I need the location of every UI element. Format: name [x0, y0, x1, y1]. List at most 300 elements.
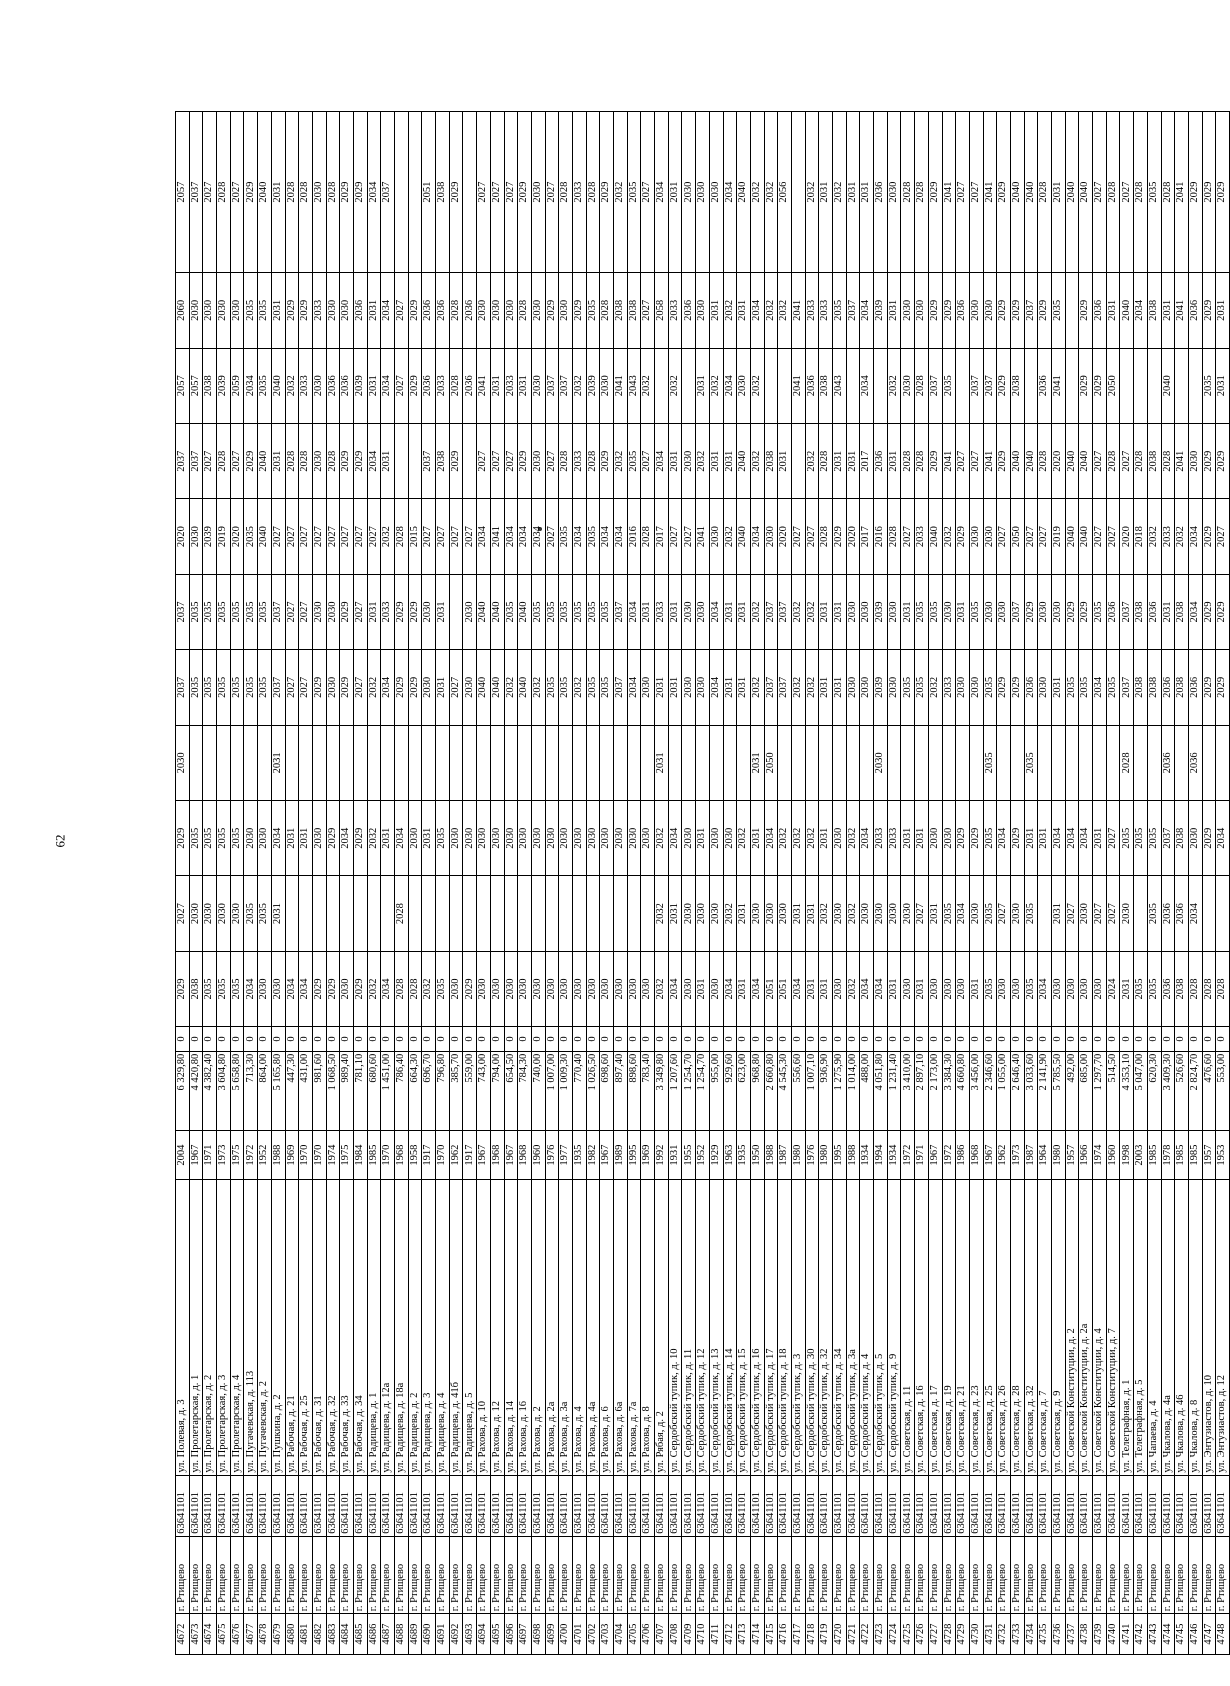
- year-col-10-cell: 2029: [997, 273, 1011, 348]
- city-cell: г. Ртищево: [969, 1536, 983, 1613]
- year-col-1-cell: 2031: [696, 951, 710, 1026]
- year-col-5-cell: 2037: [614, 650, 628, 725]
- year-col-6-cell: 2030: [696, 574, 710, 649]
- oktmo-code-cell: 63641101: [367, 1475, 381, 1536]
- year-col-8-cell: 2037: [189, 424, 203, 499]
- year-col-9-cell: 2037: [928, 348, 942, 423]
- year-col-1-cell: 2031: [1120, 951, 1134, 1026]
- year-col-10-cell: 2030: [189, 273, 203, 348]
- year-col-8-cell: 2029: [928, 424, 942, 499]
- row-number-cell: 4699: [545, 1614, 559, 1655]
- address-cell: ул. Сердобский тупик, д. 30: [805, 1180, 819, 1476]
- row-number-cell: 4743: [1147, 1614, 1161, 1655]
- year-col-3-cell: 2030: [614, 801, 628, 876]
- year-col-5-cell: 2029: [1216, 650, 1230, 725]
- year-col-11-cell: 2029: [1202, 112, 1216, 273]
- zero-flag-cell: 0: [1065, 1027, 1079, 1051]
- year-col-6-cell: 2030: [846, 574, 860, 649]
- oktmo-code-cell: 63641101: [969, 1475, 983, 1536]
- oktmo-code-cell: 63641101: [1216, 1475, 1230, 1536]
- city-cell: г. Ртищево: [449, 1536, 463, 1613]
- year-col-6-cell: 2029: [1216, 574, 1230, 649]
- year-col-7-cell: 2027: [312, 499, 326, 574]
- area-cell: 492,00: [1065, 1051, 1079, 1130]
- year-col-7-cell: 2032: [1175, 499, 1189, 574]
- year-col-11-cell: 2028: [915, 112, 929, 273]
- year-col-1-cell: 2030: [518, 951, 532, 1026]
- year-col-1-cell: 2030: [1010, 951, 1024, 1026]
- year-col-1-cell: 2031: [969, 951, 983, 1026]
- year-col-4-cell: [477, 725, 491, 800]
- year-col-10-cell: 2036: [436, 273, 450, 348]
- year-built-cell: 1968: [490, 1131, 504, 1180]
- zero-flag-cell: 0: [1175, 1027, 1189, 1051]
- row-number-cell: 4727: [928, 1614, 942, 1655]
- table-row: [531, 112, 545, 1655]
- year-col-8-cell: 2031: [723, 424, 737, 499]
- year-col-11-cell: 2030: [709, 112, 723, 273]
- year-col-5-cell: 2032: [572, 650, 586, 725]
- year-col-3-cell: 2030: [518, 801, 532, 876]
- year-col-1-cell: 2028: [1202, 951, 1216, 1026]
- oktmo-code-cell: 63641101: [887, 1475, 901, 1536]
- year-col-4-cell: [367, 725, 381, 800]
- city-cell: г. Ртищево: [983, 1536, 997, 1613]
- year-col-4-cell: 2050: [764, 725, 778, 800]
- table-row: [1216, 112, 1230, 1655]
- table-row: [778, 112, 792, 1655]
- year-col-2-cell: [614, 876, 628, 951]
- year-col-10-cell: 2036: [353, 273, 367, 348]
- year-col-5-cell: 2039: [874, 650, 888, 725]
- year-col-4-cell: [395, 725, 409, 800]
- year-col-7-cell: 2030: [983, 499, 997, 574]
- zero-flag-cell: 0: [381, 1027, 395, 1051]
- city-cell: г. Ртищево: [668, 1536, 682, 1613]
- year-col-9-cell: 2057: [189, 348, 203, 423]
- year-col-5-cell: 2030: [1038, 650, 1052, 725]
- year-col-9-cell: 2038: [1010, 348, 1024, 423]
- year-col-7-cell: 2027: [340, 499, 354, 574]
- year-built-cell: 1985: [1188, 1131, 1202, 1180]
- year-col-8-cell: 2040: [1010, 424, 1024, 499]
- year-col-3-cell: 2035: [203, 801, 217, 876]
- table-row: [1106, 112, 1120, 1655]
- year-col-8-cell: 2027: [956, 424, 970, 499]
- year-col-9-cell: 2050: [1106, 348, 1120, 423]
- row-number-cell: 4707: [655, 1614, 669, 1655]
- year-col-1-cell: 2030: [1065, 951, 1079, 1026]
- city-cell: г. Ртищево: [723, 1536, 737, 1613]
- year-col-2-cell: 2030: [189, 876, 203, 951]
- year-col-2-cell: [408, 876, 422, 951]
- year-col-11-cell: 2038: [436, 112, 450, 273]
- year-col-9-cell: 2028: [449, 348, 463, 423]
- row-number-cell: 4705: [627, 1614, 641, 1655]
- year-col-9-cell: 2036: [340, 348, 354, 423]
- year-col-6-cell: 2029: [395, 574, 409, 649]
- city-cell: г. Ртищево: [271, 1536, 285, 1613]
- table-row: [518, 112, 532, 1655]
- table-row: [1188, 112, 1202, 1655]
- year-col-2-cell: 2031: [737, 876, 751, 951]
- year-col-1-cell: 2030: [1052, 951, 1066, 1026]
- zero-flag-cell: 0: [778, 1027, 792, 1051]
- row-number-cell: 4679: [271, 1614, 285, 1655]
- zero-flag-cell: 0: [271, 1027, 285, 1051]
- year-col-4-cell: [340, 725, 354, 800]
- address-cell: ул. Рахова, д. 2: [531, 1180, 545, 1476]
- year-col-3-cell: 2031: [1024, 801, 1038, 876]
- year-col-8-cell: 2028: [586, 424, 600, 499]
- year-col-1-cell: 2030: [531, 951, 545, 1026]
- year-col-2-cell: [1038, 876, 1052, 951]
- year-col-10-cell: 2031: [1106, 273, 1120, 348]
- year-col-8-cell: 2037: [422, 424, 436, 499]
- year-col-11-cell: [395, 112, 409, 273]
- year-col-5-cell: 2027: [449, 650, 463, 725]
- row-number-cell: 4688: [395, 1614, 409, 1655]
- area-cell: 796,80: [436, 1051, 450, 1130]
- table-row: [299, 112, 313, 1655]
- row-number-cell: 4717: [791, 1614, 805, 1655]
- year-col-8-cell: 2036: [874, 424, 888, 499]
- oktmo-code-cell: 63641101: [655, 1475, 669, 1536]
- address-cell: ул. Пушкина, д. 2: [271, 1180, 285, 1476]
- year-col-10-cell: 2029: [299, 273, 313, 348]
- table-row: [559, 112, 573, 1655]
- year-built-cell: 1935: [572, 1131, 586, 1180]
- year-col-2-cell: 2032: [723, 876, 737, 951]
- area-cell: 4 051,80: [874, 1051, 888, 1130]
- year-col-4-cell: [846, 725, 860, 800]
- year-col-1-cell: 2029: [176, 951, 190, 1026]
- row-number-cell: 4737: [1065, 1614, 1079, 1655]
- year-col-8-cell: [395, 424, 409, 499]
- row-number-cell: 4704: [614, 1614, 628, 1655]
- year-col-5-cell: 2037: [778, 650, 792, 725]
- city-cell: г. Ртищево: [559, 1536, 573, 1613]
- year-col-8-cell: 2031: [709, 424, 723, 499]
- table-row: [1120, 112, 1134, 1655]
- zero-flag-cell: 0: [1106, 1027, 1120, 1051]
- year-col-7-cell: 2027: [668, 499, 682, 574]
- year-col-7-cell: 2027: [436, 499, 450, 574]
- year-col-6-cell: 2035: [1093, 574, 1107, 649]
- year-col-8-cell: 2041: [942, 424, 956, 499]
- year-built-cell: 1970: [299, 1131, 313, 1180]
- oktmo-code-cell: 63641101: [627, 1475, 641, 1536]
- area-cell: 743,00: [477, 1051, 491, 1130]
- year-built-cell: 1988: [846, 1131, 860, 1180]
- zero-flag-cell: 0: [586, 1027, 600, 1051]
- zero-flag-cell: 0: [463, 1027, 477, 1051]
- year-col-2-cell: [312, 876, 326, 951]
- year-col-3-cell: 2029: [1202, 801, 1216, 876]
- year-col-6-cell: 2029: [340, 574, 354, 649]
- year-col-4-cell: [1134, 725, 1148, 800]
- address-cell: ул. Радищева, д. 18а: [395, 1180, 409, 1476]
- year-col-9-cell: 2036: [463, 348, 477, 423]
- year-col-4-cell: [490, 725, 504, 800]
- area-cell: 936,90: [819, 1051, 833, 1130]
- year-col-8-cell: 2033: [572, 424, 586, 499]
- year-col-10-cell: 2036: [1093, 273, 1107, 348]
- oktmo-code-cell: 63641101: [1038, 1475, 1052, 1536]
- year-col-10-cell: 2029: [572, 273, 586, 348]
- year-col-8-cell: 2031: [381, 424, 395, 499]
- year-col-5-cell: 2037: [764, 650, 778, 725]
- address-cell: ул. Пролетарская, д. 3: [217, 1180, 231, 1476]
- zero-flag-cell: 0: [915, 1027, 929, 1051]
- year-col-10-cell: 2033: [668, 273, 682, 348]
- year-col-10-cell: 2030: [696, 273, 710, 348]
- year-col-5-cell: 2029: [395, 650, 409, 725]
- address-cell: ул. Сердобский тупик, д. 16: [750, 1180, 764, 1476]
- year-col-3-cell: 2030: [641, 801, 655, 876]
- year-col-3-cell: 2032: [778, 801, 792, 876]
- oktmo-code-cell: 63641101: [1010, 1475, 1024, 1536]
- year-built-cell: 1978: [1161, 1131, 1175, 1180]
- table-row: [408, 112, 422, 1655]
- oktmo-code-cell: 63641101: [709, 1475, 723, 1536]
- year-col-6-cell: 2037: [764, 574, 778, 649]
- year-col-7-cell: 2027: [285, 499, 299, 574]
- oktmo-code-cell: 63641101: [381, 1475, 395, 1536]
- year-col-9-cell: 2031: [518, 348, 532, 423]
- row-number-cell: 4735: [1038, 1614, 1052, 1655]
- year-col-3-cell: 2031: [422, 801, 436, 876]
- year-col-3-cell: 2029: [1010, 801, 1024, 876]
- zero-flag-cell: 0: [326, 1027, 340, 1051]
- row-number-cell: 4677: [244, 1614, 258, 1655]
- year-col-7-cell: 2027: [1216, 499, 1230, 574]
- address-cell: ул. Сердобский тупик, д. 5: [874, 1180, 888, 1476]
- year-col-1-cell: 2034: [874, 951, 888, 1026]
- year-col-1-cell: 2030: [600, 951, 614, 1026]
- year-col-9-cell: 2030: [737, 348, 751, 423]
- table-row: [203, 112, 217, 1655]
- year-col-7-cell: 2027: [326, 499, 340, 574]
- oktmo-code-cell: 63641101: [641, 1475, 655, 1536]
- zero-flag-cell: 0: [1161, 1027, 1175, 1051]
- year-col-5-cell: 2029: [997, 650, 1011, 725]
- year-col-11-cell: 2035: [1147, 112, 1161, 273]
- area-cell: 556,60: [791, 1051, 805, 1130]
- table-row: [600, 112, 614, 1655]
- city-cell: г. Ртищево: [696, 1536, 710, 1613]
- year-col-8-cell: 2032: [750, 424, 764, 499]
- row-number-cell: 4726: [915, 1614, 929, 1655]
- area-cell: 783,40: [641, 1051, 655, 1130]
- year-col-7-cell: 2034: [531, 499, 545, 574]
- year-col-11-cell: 2028: [901, 112, 915, 273]
- year-col-1-cell: 2030: [682, 951, 696, 1026]
- zero-flag-cell: 0: [614, 1027, 628, 1051]
- address-cell: ул. Советская, д. 16: [915, 1180, 929, 1476]
- year-col-2-cell: [326, 876, 340, 951]
- year-col-6-cell: 2035: [244, 574, 258, 649]
- year-col-5-cell: 2030: [641, 650, 655, 725]
- oktmo-code-cell: 63641101: [860, 1475, 874, 1536]
- year-col-1-cell: 2035: [1024, 951, 1038, 1026]
- year-col-1-cell: 2051: [778, 951, 792, 1026]
- year-col-7-cell: 2035: [244, 499, 258, 574]
- year-col-11-cell: 2027: [956, 112, 970, 273]
- city-cell: г. Ртищево: [600, 1536, 614, 1613]
- year-built-cell: 1934: [860, 1131, 874, 1180]
- year-col-1-cell: 2030: [271, 951, 285, 1026]
- year-col-11-cell: 2032: [833, 112, 847, 273]
- year-col-2-cell: [559, 876, 573, 951]
- year-col-5-cell: 2035: [217, 650, 231, 725]
- year-col-9-cell: 2033: [299, 348, 313, 423]
- year-col-9-cell: 2036: [326, 348, 340, 423]
- row-number-cell: 4715: [764, 1614, 778, 1655]
- area-cell: 5 658,80: [230, 1051, 244, 1130]
- year-col-10-cell: 2028: [449, 273, 463, 348]
- year-col-9-cell: 2032: [887, 348, 901, 423]
- year-col-11-cell: 2028: [586, 112, 600, 273]
- year-col-6-cell: 2030: [326, 574, 340, 649]
- table-row: [244, 112, 258, 1655]
- year-col-11-cell: 2031: [846, 112, 860, 273]
- year-col-3-cell: 2030: [682, 801, 696, 876]
- year-col-5-cell: 2030: [696, 650, 710, 725]
- address-cell: ул. Советская, д. 9: [1052, 1180, 1066, 1476]
- year-col-7-cell: 2041: [696, 499, 710, 574]
- year-col-4-cell: [381, 725, 395, 800]
- year-col-4-cell: [230, 725, 244, 800]
- year-col-9-cell: [682, 348, 696, 423]
- year-col-3-cell: 2029: [353, 801, 367, 876]
- year-built-cell: 1972: [244, 1131, 258, 1180]
- city-cell: г. Ртищево: [682, 1536, 696, 1613]
- address-cell: ул. Сердобский тупик, д. 3: [791, 1180, 805, 1476]
- year-col-4-cell: [1147, 725, 1161, 800]
- year-built-cell: 1972: [942, 1131, 956, 1180]
- year-col-8-cell: 2031: [778, 424, 792, 499]
- year-col-9-cell: 2034: [723, 348, 737, 423]
- year-col-3-cell: 2034: [997, 801, 1011, 876]
- oktmo-code-cell: 63641101: [764, 1475, 778, 1536]
- table-row: [367, 112, 381, 1655]
- zero-flag-cell: 0: [997, 1027, 1011, 1051]
- year-col-6-cell: 2030: [860, 574, 874, 649]
- year-col-8-cell: 2028: [559, 424, 573, 499]
- year-col-2-cell: [1216, 876, 1230, 951]
- year-col-11-cell: 2027: [203, 112, 217, 273]
- zero-flag-cell: 0: [1188, 1027, 1202, 1051]
- year-col-7-cell: 2027: [791, 499, 805, 574]
- year-col-7-cell: 2027: [353, 499, 367, 574]
- year-col-6-cell: 2027: [353, 574, 367, 649]
- year-col-4-cell: [1216, 725, 1230, 800]
- table-row: [217, 112, 231, 1655]
- year-col-11-cell: 2034: [723, 112, 737, 273]
- year-col-2-cell: 2030: [860, 876, 874, 951]
- year-col-5-cell: 2038: [1147, 650, 1161, 725]
- zero-flag-cell: 0: [696, 1027, 710, 1051]
- year-col-4-cell: [299, 725, 313, 800]
- table-body: [176, 112, 1230, 1655]
- year-col-6-cell: 2038: [1134, 574, 1148, 649]
- year-col-6-cell: 2035: [600, 574, 614, 649]
- row-number-cell: 4689: [408, 1614, 422, 1655]
- year-col-5-cell: 2027: [299, 650, 313, 725]
- row-number-cell: 4711: [709, 1614, 723, 1655]
- year-col-6-cell: 2035: [230, 574, 244, 649]
- address-cell: ул. Телеграфная, д. 1: [1120, 1180, 1134, 1476]
- row-number-cell: 4719: [819, 1614, 833, 1655]
- zero-flag-cell: 0: [353, 1027, 367, 1051]
- address-cell: ул. Сердобский тупик, д. 9: [887, 1180, 901, 1476]
- zero-flag-cell: 0: [436, 1027, 450, 1051]
- year-col-11-cell: 2029: [600, 112, 614, 273]
- year-col-3-cell: 2030: [928, 801, 942, 876]
- area-cell: 2 897,10: [915, 1051, 929, 1130]
- year-col-1-cell: 2036: [1161, 951, 1175, 1026]
- year-col-8-cell: 2028: [285, 424, 299, 499]
- zero-flag-cell: 0: [217, 1027, 231, 1051]
- year-col-11-cell: 2027: [490, 112, 504, 273]
- zero-flag-cell: 0: [545, 1027, 559, 1051]
- year-col-10-cell: 2033: [805, 273, 819, 348]
- address-cell: ул. Энтузиастов, д. 10: [1202, 1180, 1216, 1476]
- year-built-cell: 1953: [1216, 1131, 1230, 1180]
- year-col-4-cell: [614, 725, 628, 800]
- year-col-2-cell: [367, 876, 381, 951]
- year-col-7-cell: 2016: [874, 499, 888, 574]
- year-col-4-cell: [559, 725, 573, 800]
- oktmo-code-cell: 63641101: [531, 1475, 545, 1536]
- city-cell: г. Ртищево: [1216, 1536, 1230, 1613]
- year-col-8-cell: 2030: [1188, 424, 1202, 499]
- city-cell: г. Ртищево: [326, 1536, 340, 1613]
- year-col-5-cell: 2031: [723, 650, 737, 725]
- zero-flag-cell: 0: [1010, 1027, 1024, 1051]
- oktmo-code-cell: 63641101: [668, 1475, 682, 1536]
- year-col-4-cell: [928, 725, 942, 800]
- year-col-3-cell: 2033: [874, 801, 888, 876]
- address-cell: ул. Советской Конституции, д. 7: [1106, 1180, 1120, 1476]
- year-col-5-cell: 2029: [408, 650, 422, 725]
- year-built-cell: 1988: [764, 1131, 778, 1180]
- year-col-10-cell: 2031: [887, 273, 901, 348]
- year-col-3-cell: 2038: [1175, 801, 1189, 876]
- year-col-3-cell: 2029: [956, 801, 970, 876]
- oktmo-code-cell: 63641101: [723, 1475, 737, 1536]
- year-col-11-cell: 2028: [217, 112, 231, 273]
- zero-flag-cell: 0: [627, 1027, 641, 1051]
- table-row: [1010, 112, 1024, 1655]
- year-col-9-cell: 2029: [997, 348, 1011, 423]
- year-col-2-cell: [600, 876, 614, 951]
- area-cell: 696,70: [422, 1051, 436, 1130]
- year-col-8-cell: 2029: [997, 424, 1011, 499]
- year-col-8-cell: 2028: [1161, 424, 1175, 499]
- year-col-8-cell: 2032: [614, 424, 628, 499]
- table-row: [614, 112, 628, 1655]
- table-row: [997, 112, 1011, 1655]
- oktmo-code-cell: 63641101: [572, 1475, 586, 1536]
- year-col-1-cell: 2030: [709, 951, 723, 1026]
- year-built-cell: 1967: [600, 1131, 614, 1180]
- year-col-7-cell: 2027: [682, 499, 696, 574]
- city-cell: г. Ртищево: [860, 1536, 874, 1613]
- table-row: [1024, 112, 1038, 1655]
- year-col-9-cell: 2059: [230, 348, 244, 423]
